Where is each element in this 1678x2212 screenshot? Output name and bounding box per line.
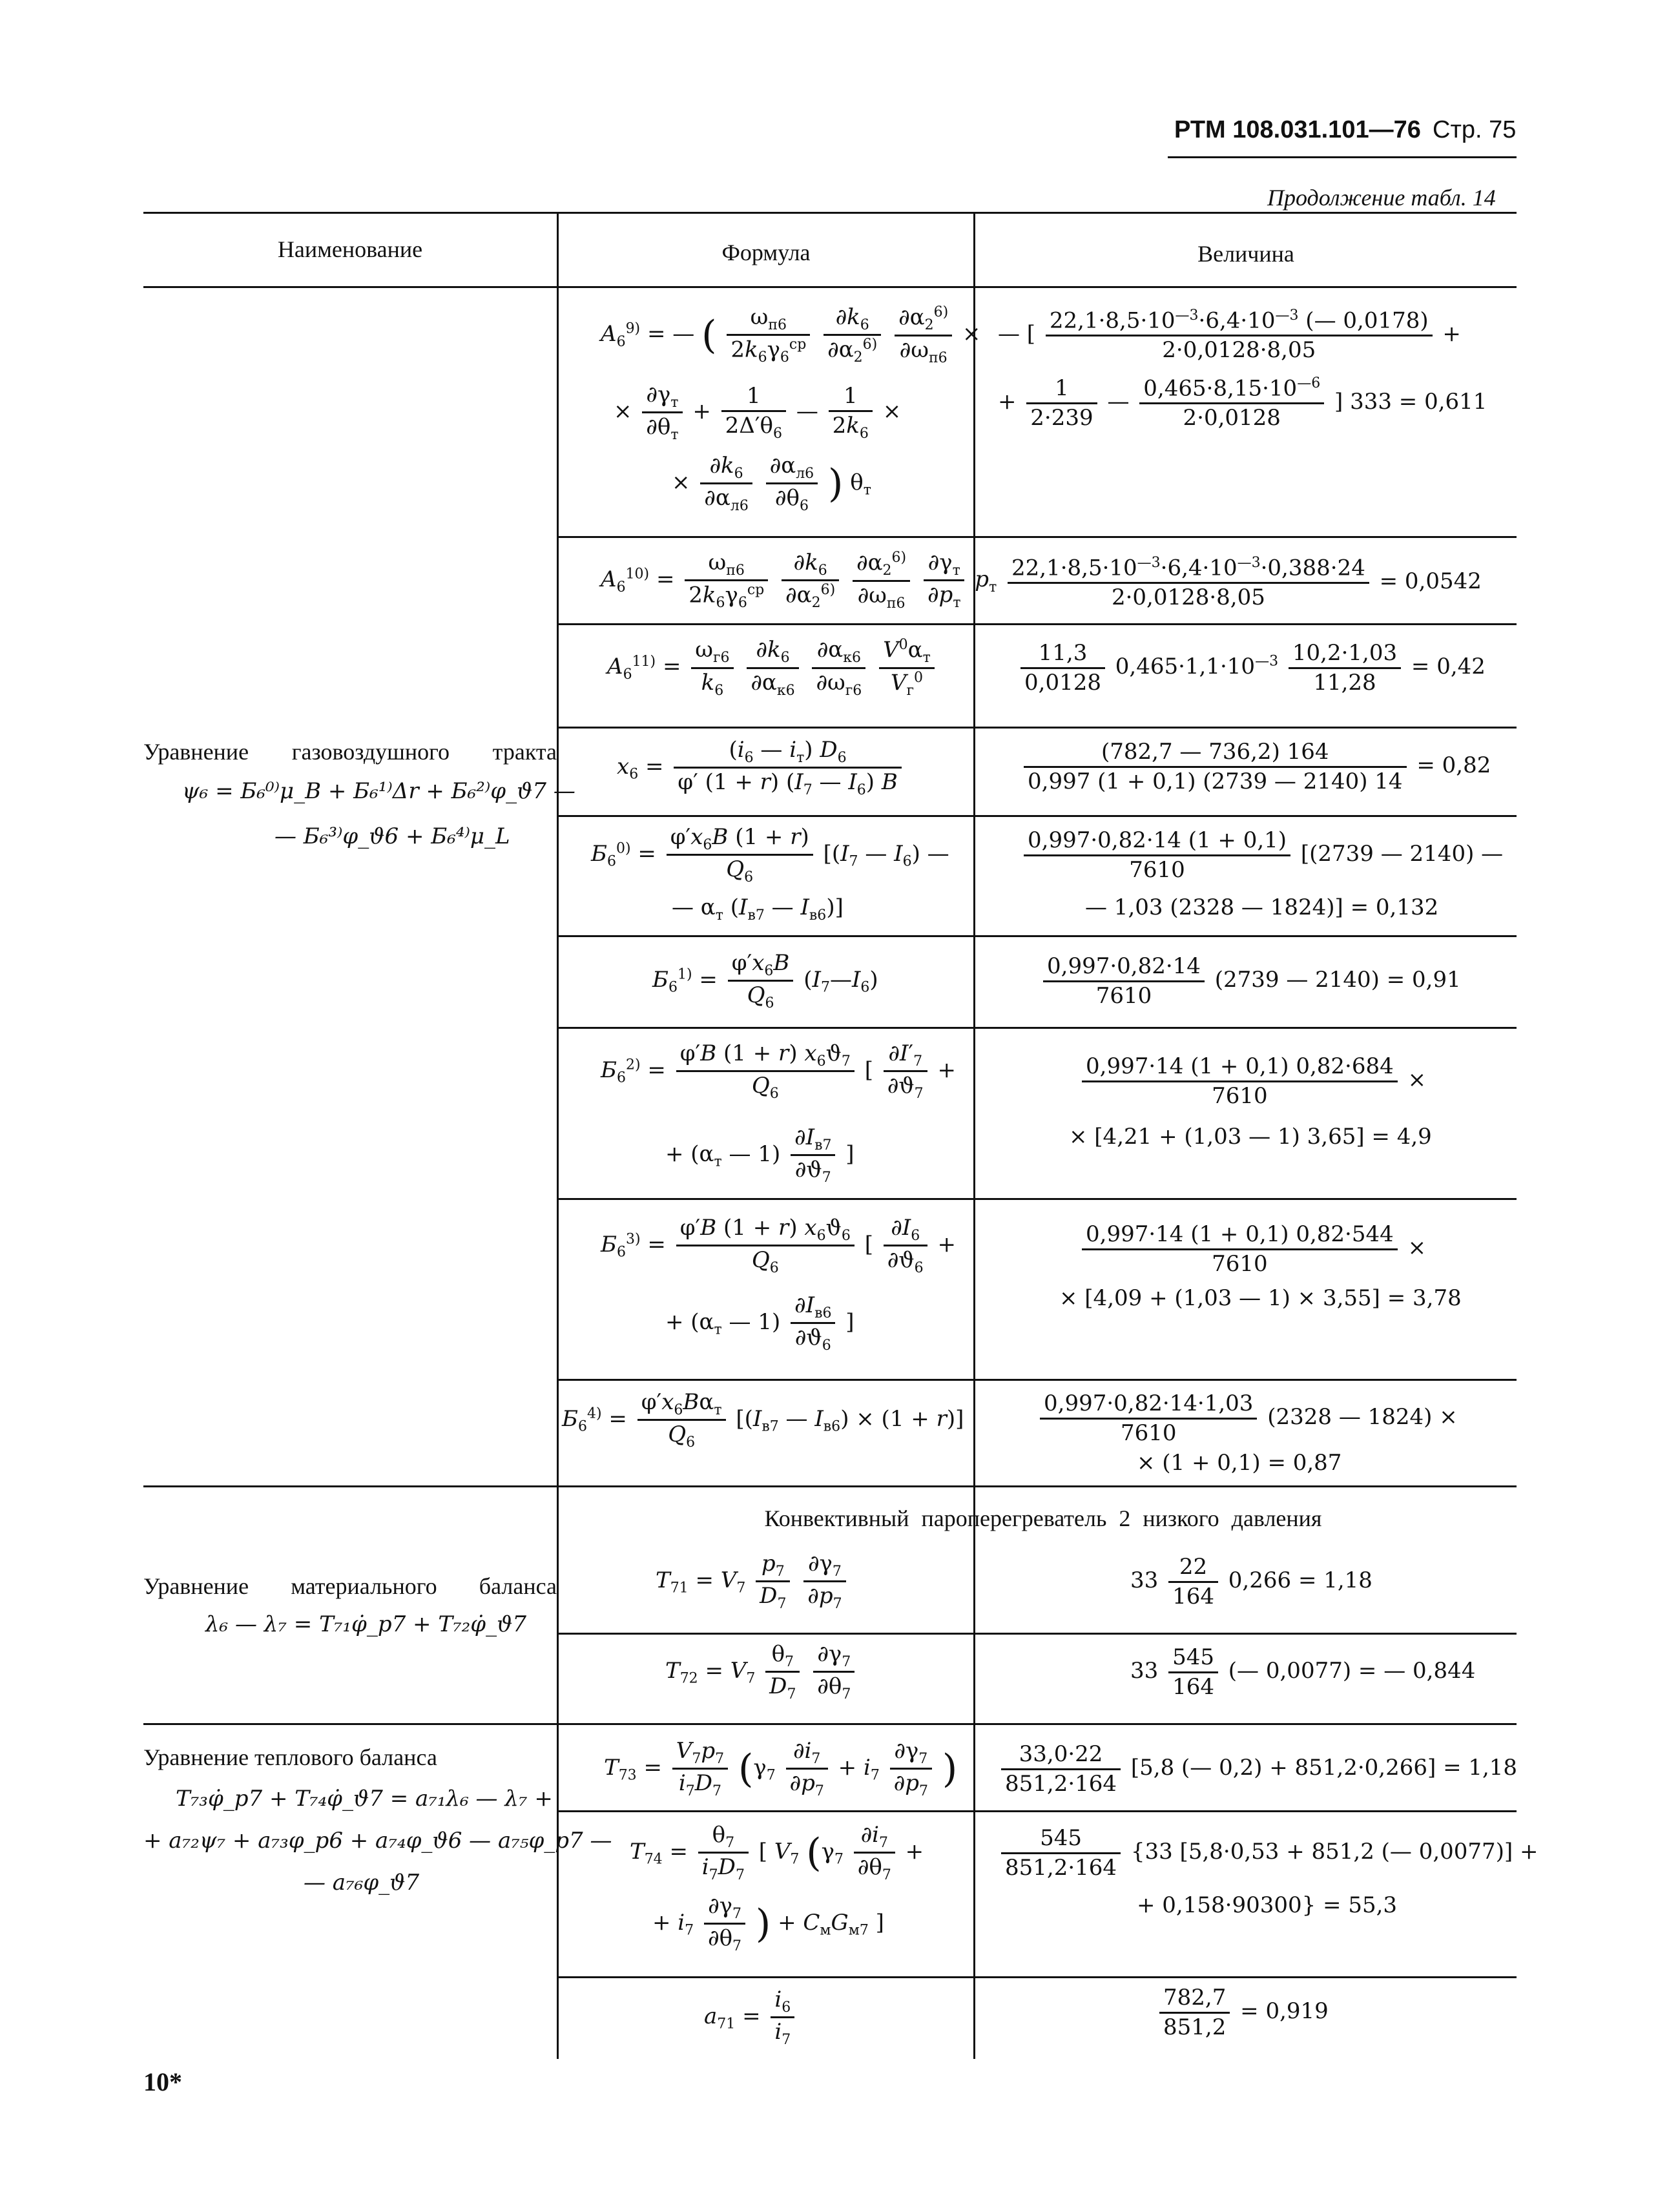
value-a71: $\frac{782,7}{851,2}$ = 0,919	[1156, 1984, 1329, 2041]
formula-b6-1: $Б_6^{1)}$ = $\frac{\varphi'x_6B}{Q_6}$ $(I_7—I_6)$	[652, 950, 878, 1012]
formula-a6-10: $A_6^{10)}$ = $\frac{\omega_{п6}}{2k_6\gamma_6^{ср}}$ $\frac{\partial k_6}{\partial\alpha_2^{6)}}$ $\frac{\partial\alpha_2^{6)}}{\partial\omega_{п6}}$ $\frac{\partial\gamma_т}{\partial p_т}$ $p_т$	[601, 550, 997, 612]
row-rule	[559, 536, 1517, 538]
formula-a6-11: $A_6^{11)}$ = $\frac{\omega_{г6}}{k_6}$ $\frac{\partial k_6}{\partial\alpha_{к6}}$ $\frac{\partial\alpha_{к6}}{\partial\omega_{г6}}$ $\frac{V^0\alpha_т}{V_г^0}$	[607, 636, 938, 699]
value-x6: $\frac{(782,7 — 736,2) 164}{0,997 (1 + 0,1) (2739 — 2140) 14}$ = 0,82	[1020, 738, 1491, 795]
row-rule	[559, 1379, 1517, 1381]
value-t72: 33 $\frac{545}{164}$ (— 0,0077) = — 0,844	[1130, 1644, 1476, 1700]
continuation-label: Продолжение табл. 14	[1267, 185, 1496, 211]
name-heat-eq3: — a₇₆φ_ϑ7	[304, 1870, 420, 1896]
formula-b6-0-line2: — $\alpha_т$ ($I_{в7}$ — $I_{в6}$)]	[672, 894, 844, 924]
header-rule	[1168, 156, 1517, 158]
row-rule	[559, 815, 1517, 817]
section-title: Конвективный пароперегреватель 2 низкого давления	[764, 1505, 1322, 1531]
value-b6-0-result: — 1,03 (2328 — 1824)] = 0,132	[1085, 894, 1439, 920]
value-t73-result: [5,8 (— 0,2) + 851,2·0,266] = 1,18	[1130, 1755, 1518, 1781]
value-a6-9-line2: + $\frac{1}{2\cdot 239}$ — $\frac{0,465\cdot 8,15\cdot 10^{—6}}{2\cdot 0,0128}$ ] 333 = 0,611	[998, 375, 1487, 431]
value-a6-9-result: 333 = 0,611	[1350, 389, 1487, 415]
value-a6-11: $\frac{11,3}{0,0128}$ $0,465\cdot 1,1\cdot 10^{—3}$ $\frac{10,2\cdot 1,03}{11,28}$ = 0,42	[1017, 639, 1486, 696]
name-material-eq: λ₆ — λ₇ = T₇₁φ̇_p7 + T₇₂φ̇_ϑ7	[205, 1611, 527, 1637]
value-b6-0: $\frac{0,997\cdot 0,82\cdot 14 (1 + 0,1)}{7610}$ [(2739 — 2140) —	[1020, 827, 1503, 884]
formula-t72: $T_{72} = V_7$ $\frac{\theta_7}{D_7}$ $\frac{\partial\gamma_7}{\partial\theta_7}$	[665, 1640, 858, 1704]
column-divider-1	[557, 212, 559, 2059]
formula-a6-9-line3: × $\frac{\partial k_6}{\partial\alpha_{л6}}$ $\frac{\partial\alpha_{л6}}{\partial\theta_6}$ ) $\theta_т$	[672, 453, 871, 515]
value-a71-result: = 0,919	[1240, 1998, 1329, 2024]
column-divider-2	[973, 212, 975, 2059]
value-a6-11-result: = 0,42	[1411, 654, 1486, 679]
column-header-formula: Формула	[721, 240, 811, 265]
document-code: РТМ 108.031.101—76	[1174, 116, 1421, 143]
value-a6-10-result: = 0,0542	[1379, 568, 1482, 595]
table-top-rule	[143, 212, 1517, 214]
formula-a71: $a_{71}$ = $\frac{i_6}{i_7}$	[704, 1986, 798, 2049]
formula-t74-line2: + $i_7$ $\frac{\partial\gamma_7}{\partial\theta_7}$ ) + $C_мG_{м7}$ ]	[652, 1893, 884, 1955]
value-b6-1-result: (2739 — 2140) = 0,91	[1214, 967, 1461, 993]
value-b6-4: $\frac{0,997\cdot 0,82\cdot 14\cdot 1,03}{7610}$ (2328 — 1824) ×	[1037, 1390, 1458, 1447]
row-rule	[559, 1976, 1517, 1978]
value-t73: $\frac{33,0\cdot 22}{851,2\cdot 164}$ [5,8 (— 0,2) + 851,2·0,266] = 1,18	[998, 1741, 1517, 1797]
formula-a6-9-line2: × $\frac{\partial\gamma_т}{\partial\theta_т}$ + $\frac{1}{2\Delta'\theta_6}$ — $\frac{1}{2k_6}$ ×	[614, 382, 902, 444]
row-rule	[559, 1633, 1517, 1635]
value-b6-1: $\frac{0,997\cdot 0,82\cdot 14}{7610}$ (2739 — 2140) = 0,91	[1040, 953, 1461, 1009]
name-heat-eq2: + a₇₂ψ₇ + a₇₃φ_p6 + a₇₄φ_ϑ6 — a₇₅φ_p7 —	[143, 1828, 612, 1854]
formula-b6-2: $Б_6^{2)}$ = $\frac{\varphi'B (1 + r) x_6ϑ_7}{Q_6}$ [ $\frac{\partial I'_7}{\partial ϑ_7}$ +	[601, 1040, 956, 1102]
formula-x6: $x_6$ = $\frac{(i_6 — i_т) D_6}{\varphi' (1 + r) (I_7 — I_6) B}$	[617, 736, 905, 800]
table-header-rule	[143, 286, 1517, 288]
row-rule	[559, 1198, 1517, 1200]
column-header-value: Величина	[1197, 241, 1294, 267]
value-t74-result: + 0,158·90300} = 55,3	[1137, 1892, 1398, 1918]
formula-b6-3: $Б_6^{3)}$ = $\frac{\varphi'B (1 + r) x_6ϑ_6}{Q_6}$ [ $\frac{\partial I_6}{\partial ϑ_6}$ +	[601, 1215, 956, 1277]
value-b6-2: $\frac{0,997\cdot 14 (1 + 0,1) 0,82\cdot 684}{7610}$ ×	[1079, 1053, 1426, 1110]
formula-b6-3-line2: + ($\alpha_т$ — 1) $\frac{\partial I_{в6}}{\partial ϑ_6}$ ]	[665, 1292, 855, 1354]
row-rule	[559, 1027, 1517, 1029]
value-b6-3-result: × [4,09 + (1,03 — 1) × 3,55] = 3,78	[1059, 1285, 1462, 1311]
name-material-balance: Уравнение материального баланса	[143, 1573, 557, 1599]
name-heat-balance: Уравнение теплового баланса	[143, 1744, 437, 1770]
formula-b6-2-line2: + ($\alpha_т$ — 1) $\frac{\partial I_{в7}}{\partial ϑ_7}$ ]	[665, 1124, 855, 1186]
name-gas-air-eq2: — Б₆³⁾φ_ϑ6 + Б₆⁴⁾μ_L	[274, 823, 510, 849]
value-x6-result: = 0,82	[1416, 752, 1491, 778]
row-rule	[559, 1810, 1517, 1812]
name-heat-eq1: T₇₃φ̇_p7 + T₇₄φ̇_ϑ7 = a₇₁λ₆ — λ₇ +	[176, 1786, 553, 1812]
formula-t73: $T_{73}$ = $\frac{V_7p_7}{i_7D_7}$ ($\gamma_7$ $\frac{\partial i_7}{\partial p_7}$ + $i_7$ $\frac{\partial\gamma_7}{\partial p_7}$ )	[604, 1738, 958, 1800]
value-t74: $\frac{545}{851,2\cdot 164}$ {33 [5,8·0,53 + 851,2 (— 0,0077)] +	[998, 1824, 1538, 1881]
group-rule	[143, 1723, 1517, 1725]
row-rule	[559, 623, 1517, 625]
value-t71: 33 $\frac{22}{164}$ 0,266 = 1,18	[1130, 1554, 1372, 1609]
value-b6-4-result: × (1 + 0,1) = 0,87	[1137, 1450, 1342, 1476]
row-rule	[559, 935, 1517, 937]
page-number: Стр. 75	[1433, 116, 1517, 143]
name-gas-air-eq1: ψ₆ = Б₆⁰⁾μ_B + Б₆¹⁾Δr + Б₆²⁾φ_ϑ7 —	[182, 778, 575, 804]
column-header-name: Наименование	[277, 236, 423, 262]
row-rule	[559, 727, 1517, 729]
value-b6-3: $\frac{0,997\cdot 14 (1 + 0,1) 0,82\cdot 544}{7610}$ ×	[1079, 1221, 1426, 1277]
value-a6-10: $\frac{22,1\cdot 8,5\cdot 10^{—3}\cdot 6,4\cdot 10^{—3}\cdot 0,388\cdot 24}{2\cdot 0,0128\cdot 8,05}$ = 0,0542	[1004, 554, 1482, 611]
name-gas-air: Уравнение газовоздушного тракта	[143, 739, 557, 765]
formula-b6-4: $Б_6^{4)}$ = $\frac{\varphi'x_6B\alpha_т}{Q_6}$ [($I_{в7}$ — $I_{в6}) \times (1 + r)$]	[562, 1389, 964, 1451]
formula-b6-0: $Б_6^{0)}$ = $\frac{\varphi'x_6B (1 + r)}{Q_6}$ [($I_7$ — $I_6$) —	[591, 824, 949, 886]
value-t72-result: (— 0,0077) = — 0,844	[1228, 1658, 1476, 1684]
page-footer-mark: 10*	[143, 2067, 182, 2096]
formula-a6-9: $A_6^{9)}$ = — ( $\frac{\omega_{п6}}{2k_6\gamma_6^{ср}}$ $\frac{\partial k_6}{\partial\alpha_2^{6)}}$ $\frac{\partial\alpha_2^{6)}}{\partial\omega_{п6}}$ ×	[601, 304, 981, 366]
value-b6-2-result: × [4,21 + (1,03 — 1) 3,65] = 4,9	[1069, 1124, 1432, 1150]
value-a6-9: — [ $\frac{22,1\cdot 8,5\cdot 10^{—3}\cdot 6,4\cdot 10^{—3} (— 0,0178)}{2\cdot 0,0128\cdot 8,05}$ +	[998, 307, 1461, 363]
formula-t74: $T_{74}$ = $\frac{\theta_7}{i_7D_7}$ [ $V_7$ ($\gamma_7$ $\frac{\partial i_7}{\partial\theta_7}$ +	[630, 1822, 924, 1884]
group-rule	[143, 1485, 1517, 1487]
formula-t71: $T_{71} = V_7$ $\frac{p_7}{D_7}$ $\frac{\partial\gamma_7}{\partial p_7}$	[656, 1550, 849, 1613]
value-t71-result: 0,266 = 1,18	[1228, 1567, 1372, 1593]
